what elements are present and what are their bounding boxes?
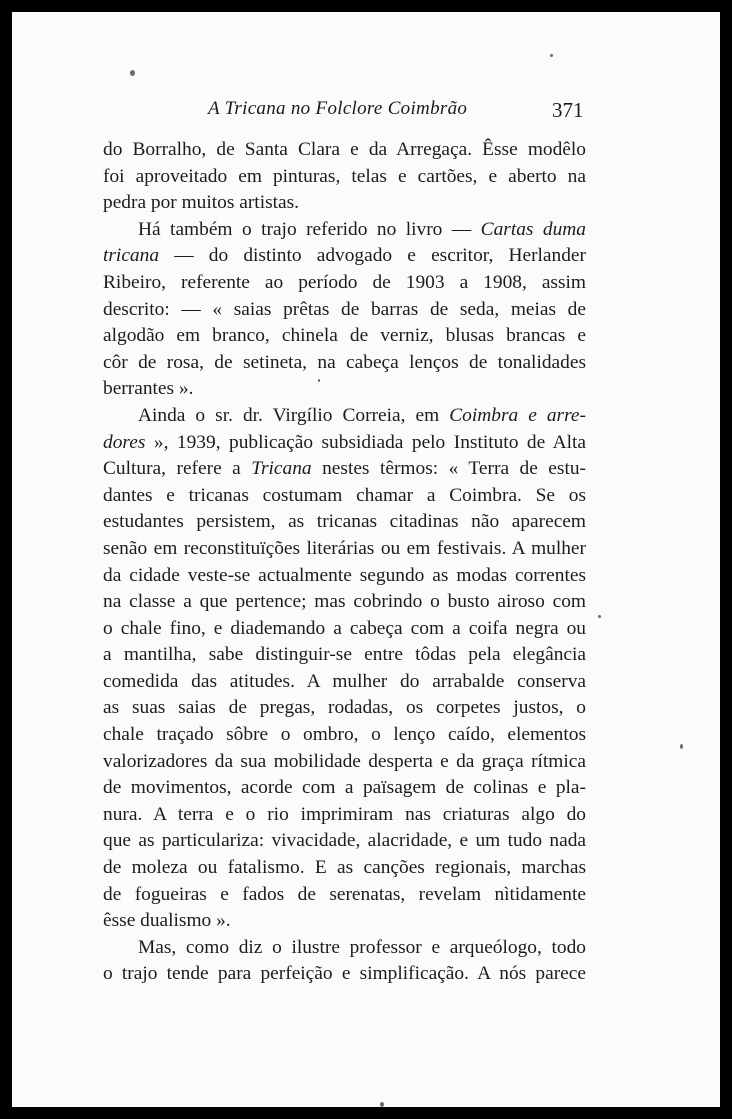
text-line xyxy=(103,190,586,217)
text-line xyxy=(103,509,586,536)
text-run: comedida das atitudes. A mulher do arrabalde conserva xyxy=(103,670,586,692)
text-line xyxy=(103,828,586,855)
text-run: Ribeiro, referente ao período de 1903 a 1908, assim xyxy=(103,271,586,293)
italic-text: tricana xyxy=(103,245,160,267)
text-line xyxy=(103,855,586,882)
running-header xyxy=(12,94,720,124)
text-run: na classe a que pertence; mas cobrindo o busto airoso com xyxy=(103,591,586,613)
text-run: chale traçado sôbre o ombro, o lenço caído, elementos xyxy=(103,724,586,746)
text-run: nestes têrmos: « Terra de estu- xyxy=(311,458,587,480)
page-number: 371 xyxy=(552,98,584,122)
text-run: nura. A terra e o rio imprimiram nas criaturas algo do xyxy=(103,803,586,825)
text-line xyxy=(103,403,586,430)
text-run: côr de rosa, de setineta, na cabeça lenços de tonalidades xyxy=(103,351,586,373)
text-line xyxy=(103,722,586,749)
text-line xyxy=(103,642,586,669)
text-run: estudantes persistem, as tricanas citadinas não aparecem xyxy=(103,511,586,533)
text-run: de movimentos, acorde com a païsagem de colinas e pla- xyxy=(103,777,586,799)
text-line xyxy=(103,323,586,350)
print-speck xyxy=(680,744,683,749)
text-line xyxy=(103,243,586,270)
print-speck xyxy=(380,1102,384,1107)
text-line xyxy=(103,297,586,324)
text-run: o chale fino, e diademando a cabeça com a coifa negra ou xyxy=(103,617,586,639)
text-run: de moleza ou fatalismo. E as canções regionais, marchas xyxy=(103,857,586,879)
text-line xyxy=(103,376,586,403)
print-speck xyxy=(598,615,601,618)
text-line xyxy=(103,217,586,244)
text-line xyxy=(103,802,586,829)
text-run: senão em reconstituïções literárias ou em festivais. A mulher xyxy=(103,537,586,559)
text-run: Mas, como diz o ilustre professor e arqueólogo, todo xyxy=(138,936,586,958)
text-line xyxy=(103,749,586,776)
text-line xyxy=(103,270,586,297)
text-run: que as particulariza: vivacidade, alacridade, e um tudo nada xyxy=(103,830,586,852)
print-speck xyxy=(550,54,553,57)
text-run: dantes e tricanas costumam chamar a Coimbra. Se os xyxy=(103,484,586,506)
text-line xyxy=(103,669,586,696)
text-line xyxy=(103,350,586,377)
text-run: da cidade veste-se actualmente segundo as modas correntes xyxy=(103,564,586,586)
text-run: foi aproveitado em pinturas, telas e cartões, e aberto na xyxy=(103,165,586,187)
text-line xyxy=(103,882,586,909)
text-line xyxy=(103,137,586,164)
text-line xyxy=(103,908,586,935)
text-run: Ainda o sr. dr. Virgílio Correia, em xyxy=(138,404,450,426)
text-line xyxy=(103,164,586,191)
italic-text: Coimbra e arre- xyxy=(449,404,586,426)
text-run: algodão em branco, chinela de verniz, blusas brancas e xyxy=(103,325,586,347)
text-line xyxy=(103,483,586,510)
italic-text: Cartas duma xyxy=(480,218,586,240)
text-run: berrantes ». xyxy=(103,378,194,400)
running-title: A Tricana no Folclore Coimbrão xyxy=(208,98,468,119)
text-run: de fogueiras e fados de serenatas, revelam nìtidamente xyxy=(103,883,586,905)
text-line xyxy=(103,695,586,722)
text-line xyxy=(103,961,586,988)
text-run: valorizadores da sua mobilidade desperta e da graça rítmica xyxy=(103,750,586,772)
text-line xyxy=(103,430,586,457)
italic-text: dores xyxy=(103,431,146,453)
text-run: Há também o trajo referido no livro — xyxy=(138,218,481,240)
book-page xyxy=(12,12,720,1107)
text-line xyxy=(103,456,586,483)
print-speck xyxy=(130,70,135,76)
text-run: descrito: — « saias prêtas de barras de seda, meias de xyxy=(103,298,586,320)
print-speck xyxy=(318,379,320,382)
italic-text: Tricana xyxy=(251,458,312,480)
text-run: o trajo tende para perfeição e simplificação. A nós parece xyxy=(103,963,586,985)
text-run: as suas saias de pregas, rodadas, os corpetes justos, o xyxy=(103,697,586,719)
text-line xyxy=(103,616,586,643)
text-run: a mantilha, sabe distinguir-se entre tôdas pela elegância xyxy=(103,644,586,666)
text-run: do Borralho, de Santa Clara e da Arregaça. Êsse modêlo xyxy=(103,139,586,160)
text-line xyxy=(103,935,586,962)
body-text xyxy=(103,137,586,988)
text-line xyxy=(103,563,586,590)
text-run: », 1939, publicação subsidiada pelo Instituto de Alta xyxy=(145,431,586,453)
text-line xyxy=(103,589,586,616)
text-run: Cultura, refere a xyxy=(103,458,252,480)
text-run: — do distinto advogado e escritor, Herlander xyxy=(159,245,586,267)
text-line xyxy=(103,775,586,802)
text-run: êsse dualismo ». xyxy=(103,910,231,932)
text-run: pedra por muitos artistas. xyxy=(103,192,300,214)
text-line xyxy=(103,536,586,563)
